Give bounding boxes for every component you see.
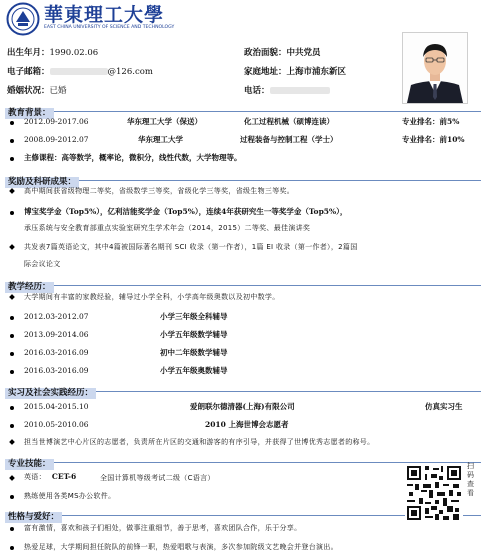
edu-school-1: 华东理工大学（保送） bbox=[127, 117, 202, 126]
english-value: CET-6 bbox=[51, 472, 77, 481]
diamond-bullet-icon bbox=[9, 439, 15, 445]
office-skill: 熟练使用各类MS办公软件。 bbox=[24, 492, 116, 500]
personality-line-2: 热爱足球，大学期间担任院队的前锋一职，热爱唱歌与表演，多次参加院级文艺晚会并登台演出。 bbox=[24, 543, 338, 551]
intern-period-1: 2015.04-2015.10 bbox=[24, 402, 89, 411]
qr-caption: 扫码查看 bbox=[467, 462, 474, 497]
edu-major-1: 化工过程机械（硕博连读） bbox=[244, 117, 334, 126]
skills-heading: 专业技能： bbox=[5, 459, 54, 470]
logo-english-name: EAST CHINA UNIVERSITY OF SCIENCE AND TECHNOLOGY bbox=[44, 25, 175, 30]
teaching-heading: 教学经历： bbox=[5, 282, 54, 293]
bullet-icon bbox=[10, 352, 14, 356]
edu-rank-2: 专业排名：前10% bbox=[402, 135, 465, 144]
intern-org-1: 爱朗联尔德清器(上海)有限公司 bbox=[190, 402, 295, 411]
address-label: 家庭地址： bbox=[244, 67, 287, 77]
award-line-1: 高中期间获省级物理二等奖，省级数学三等奖，省级化学三等奖，省级生物三等奖。 bbox=[24, 187, 295, 195]
teach-period-4: 2016.03-2016.09 bbox=[24, 366, 89, 375]
bullet-icon bbox=[10, 424, 14, 428]
diamond-bullet-icon bbox=[9, 294, 15, 300]
birth-info bbox=[7, 46, 98, 58]
teaching-intro: 大学期间有丰富的家教经验，辅导过小学全科，小学高年级奥数以及初中数学。 bbox=[24, 293, 280, 301]
person-portrait-icon bbox=[403, 33, 467, 103]
phone-label: 电话： bbox=[244, 86, 270, 96]
birth-value: 1990.02.06 bbox=[49, 48, 99, 58]
internship-section-header bbox=[5, 380, 481, 398]
bullet-icon bbox=[10, 121, 14, 125]
edu-courses: 主修课程：高等数学，概率论，微积分，线性代数，大学物理等。 bbox=[24, 153, 242, 162]
teach-desc-1: 小学三年级全科辅导 bbox=[160, 312, 228, 321]
bullet-icon bbox=[10, 495, 14, 499]
award-line-3: 承压系统与安全教育部重点实验室研究生学术年会（2014，2015）二等奖、最佳演讲奖 bbox=[24, 224, 311, 232]
bullet-icon bbox=[10, 370, 14, 374]
qr-code-icon[interactable] bbox=[405, 464, 463, 522]
skills-section-header bbox=[5, 451, 481, 469]
diamond-bullet-icon bbox=[9, 188, 15, 194]
awards-section-header bbox=[5, 169, 481, 187]
university-logo bbox=[6, 2, 175, 40]
intern-org-2: 2010 上海世博会志愿者 bbox=[205, 420, 289, 429]
politics-value: 中共党员 bbox=[286, 48, 321, 58]
address-value: 上海市浦东新区 bbox=[286, 67, 347, 77]
university-seal-icon bbox=[6, 2, 40, 36]
bullet-icon bbox=[10, 527, 14, 531]
education-heading: 教育背景： bbox=[5, 108, 54, 119]
computer-skill: 全国计算机等级考试二级（C语言） bbox=[100, 474, 215, 482]
english-skill bbox=[24, 472, 76, 482]
email-label: 电子邮箱： bbox=[7, 67, 50, 77]
award-line-5: 际会议论文 bbox=[24, 260, 61, 268]
teach-period-2: 2013.09-2014.06 bbox=[24, 330, 89, 339]
teach-desc-4: 小学五年级奥数辅导 bbox=[160, 366, 228, 375]
volunteer-desc: 担当世博演艺中心片区的志愿者，负责所在片区的交通和游客的有序引导，并获得了世博优秀志愿者的称号。 bbox=[24, 438, 375, 446]
teach-period-1: 2012.03-2012.07 bbox=[24, 312, 89, 321]
edu-rank-1: 专业排名：前5% bbox=[402, 117, 460, 126]
edu-major-2: 过程装备与控制工程（学士） bbox=[240, 135, 338, 144]
politics-label: 政治面貌： bbox=[244, 48, 287, 58]
awards-heading: 奖励及科研成果： bbox=[5, 177, 79, 188]
personality-line-1: 富有激情，喜欢和孩子们相处，做事注重细节，善于思考，喜欢团队合作，乐于分享。 bbox=[24, 524, 302, 532]
phone-redacted bbox=[270, 87, 330, 94]
teaching-section-header bbox=[5, 274, 481, 292]
email-info bbox=[7, 65, 153, 77]
internship-heading: 实习及社会实践经历： bbox=[5, 388, 96, 399]
phone-info bbox=[244, 84, 330, 96]
bullet-icon bbox=[10, 139, 14, 143]
edu-period-2: 2008.09-2012.07 bbox=[24, 135, 89, 144]
award-line-4: 共发表7篇英语论文，其中4篇被国际著名期刊 SCI 收录（第一作者），1篇 EI 收录（第一作者），2篇国 bbox=[24, 243, 358, 251]
bullet-icon bbox=[10, 406, 14, 410]
edu-period-1: 2012.09-2017.06 bbox=[24, 117, 89, 126]
logo-chinese-name: 華東理工大學 bbox=[44, 4, 165, 26]
bullet-icon bbox=[10, 316, 14, 320]
intern-role-1: 仿真实习生 bbox=[425, 402, 463, 411]
edu-school-2: 华东理工大学 bbox=[138, 135, 183, 144]
bullet-icon bbox=[10, 211, 14, 215]
bullet-icon bbox=[10, 546, 14, 550]
birth-label: 出生年月： bbox=[7, 48, 50, 58]
marital-value: 已婚 bbox=[49, 86, 67, 96]
education-section-header bbox=[5, 100, 481, 118]
marital-info bbox=[7, 84, 67, 96]
profile-photo bbox=[402, 32, 468, 104]
teach-desc-2: 小学五年级数学辅导 bbox=[160, 330, 228, 339]
politics-info bbox=[244, 46, 321, 58]
diamond-bullet-icon bbox=[9, 475, 15, 481]
bullet-icon bbox=[10, 157, 14, 161]
english-label: 英语： bbox=[24, 473, 46, 481]
marital-label: 婚姻状况： bbox=[7, 86, 50, 96]
teach-period-3: 2016.03-2016.09 bbox=[24, 348, 89, 357]
bullet-icon bbox=[10, 334, 14, 338]
intern-period-2: 2010.05-2010.06 bbox=[24, 420, 89, 429]
teach-desc-3: 初中二年级数学辅导 bbox=[160, 348, 228, 357]
award-line-2: 博宝奖学金（Top5%），亿利洁能奖学金（Top5%），连续4年获研究生一等奖学金（Top5%）， bbox=[24, 207, 348, 216]
address-info bbox=[244, 65, 346, 77]
personality-heading: 性格与爱好： bbox=[5, 512, 62, 523]
email-redacted bbox=[50, 68, 108, 75]
diamond-bullet-icon bbox=[9, 244, 15, 250]
email-value: @126.com bbox=[107, 67, 153, 77]
